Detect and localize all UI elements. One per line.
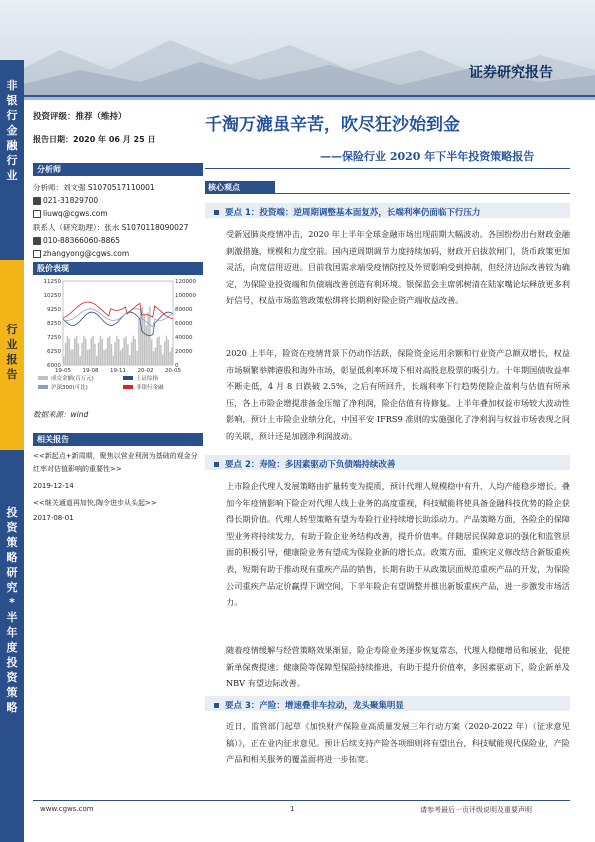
volume-bar bbox=[138, 319, 139, 365]
legend-swatch bbox=[123, 376, 133, 380]
great-wall-illustration bbox=[0, 20, 595, 100]
y-left-tick: 11250 bbox=[43, 279, 61, 285]
y-right-tick: 0 bbox=[175, 363, 179, 369]
volume-bar bbox=[92, 336, 93, 365]
volume-bar bbox=[63, 357, 64, 365]
rating: 投资评级：推荐（维持） bbox=[33, 112, 127, 122]
volume-bar bbox=[67, 336, 68, 365]
volume-bar bbox=[109, 336, 110, 365]
sidebar-industry-label: 非 银 行 金 融 行 业 bbox=[6, 79, 18, 182]
point-1-para-a: 受新冠肺炎疫情冲击，2020 年上半年全球金融市场出现前期大幅波动。各国纷纷出台财政金融刺激措施，规模和力度空前。国内逆周期调节力度持续加码，财政开启拔款闸门，货币政策更加灵活，向宽信用迈进。目前我国需求端受疫情防控及外贸影响受到抑制，但经济边际改善较为确定，为保险业投资端和负债端改善创造有利环境。银保监会主席郭树清在陆家嘴论坛释放更多利好信号，权益市场监管政策松绑将长期利好险企资产端收益改善。 bbox=[226, 229, 570, 306]
point-2-para-a: 上市险企代理人发展策略由扩量转变为提质，预计代理人规模稳中有升、人均产能稳步增长。叠加今年疫情影响下险企对代理人线上业务的高度重视，科技赋能将使具备金融科技优势的险企获得长期价值。代理人转型策略有望为寿险行业持续增长助添动力。产品策略方面，各险企的保障型业务将持续发力，有助于险企业务结构改善，提升价值率。伴随居民保障意识的强化和监管层面的积极引导，健康险业务有望成为保险业新的增长点。政策方面，重疾定义修改结合新版重疾表，短期有助于推动现有重疾产品的销售，长期有助于从政策层面规范重疾产品的开发，为保险公司重疾产品定价赢得下调空间，下半年险企有望调整并推出新版重疾产品，进一步激发市场活力。 bbox=[226, 481, 570, 608]
legend-swatch bbox=[38, 385, 48, 389]
volume-bar bbox=[162, 354, 163, 365]
volume-bar bbox=[89, 349, 90, 365]
y-right-tick: 40000 bbox=[175, 335, 193, 341]
legend-label: 成交金额(百万元) bbox=[51, 376, 94, 382]
volume-bar bbox=[114, 342, 115, 365]
main-title: 千淘万漉虽辛苦，吹尽狂沙始到金 bbox=[205, 115, 460, 135]
legend-swatch bbox=[38, 376, 48, 380]
x-tick: 19-11 bbox=[110, 368, 126, 374]
report-date: 报告日期：2020 年 06 月 25 日 bbox=[33, 135, 156, 144]
bullet-square-icon bbox=[214, 210, 219, 215]
volume-bar bbox=[169, 352, 170, 365]
core-views-label: 核心观点 bbox=[205, 181, 275, 194]
contact: 联系人（研究助理）：张水 S1070118090027 bbox=[33, 223, 189, 232]
x-tick: 19-05 bbox=[55, 368, 71, 374]
sidebar-strategy-label: 投 资 策 略 研 究 * 半 年 度 投 资 策 略 bbox=[6, 506, 18, 714]
stock-performance-chart bbox=[33, 273, 203, 398]
phone-1: 021-31829700 bbox=[33, 196, 203, 205]
email-icon bbox=[33, 250, 41, 258]
volume-bar bbox=[107, 338, 108, 365]
point-3-para-a: 近日，监管部门起草《加快财产保险业高质量发展三年行动方案（2020-2022 年）（征求意见稿）》，正在业内征求意见。预计后续支持产险各项细则将有望出台，科技赋能现代保险业，产险产品和相关服务的覆盖面将进一步拓宽。 bbox=[226, 721, 570, 765]
email-icon bbox=[33, 210, 41, 218]
volume-bar bbox=[168, 340, 169, 365]
volume-bar bbox=[155, 348, 156, 365]
volume-bar bbox=[120, 351, 121, 365]
y-right-tick: 120000 bbox=[175, 279, 196, 285]
volume-bar bbox=[102, 339, 103, 365]
related-report-1[interactable]: <<新起点+新周期，聚焦以营业利润为基础的观金分红率对估值影响的重要性>> bbox=[33, 452, 198, 473]
volume-bar bbox=[76, 336, 77, 365]
volume-bar bbox=[135, 339, 136, 365]
volume-bar bbox=[85, 339, 86, 365]
volume-bar bbox=[151, 339, 152, 365]
core-views-divider bbox=[205, 193, 570, 194]
volume-bar bbox=[125, 336, 126, 365]
volume-bar bbox=[146, 325, 147, 365]
volume-bar bbox=[153, 351, 154, 365]
point-2-para-b: 随着疫情缓解与经营策略效果渐显，险企寿险业务逐步恢复常态，代理人稳健增员和展业，促使新单保费提速；健康险等保障型保险持续推进，有助于提升价值率，多因素驱动下，险企新单及 NBV 有望边际改善。 bbox=[226, 645, 570, 689]
legend-label: 沪深300(可比) bbox=[51, 385, 88, 391]
volume-bar bbox=[122, 348, 123, 365]
y-right-tick: 20000 bbox=[175, 349, 193, 355]
y-right-tick: 80000 bbox=[175, 307, 193, 313]
bullet-square-icon bbox=[214, 462, 219, 467]
y-right-tick: 100000 bbox=[175, 293, 196, 299]
report-type-title: 证券研究报告 bbox=[469, 65, 553, 81]
volume-bar bbox=[158, 336, 159, 365]
sidebar-report-label: 行 业 报 告 bbox=[6, 323, 18, 381]
volume-bar bbox=[105, 349, 106, 365]
related-section-head: 相关报告 bbox=[33, 433, 203, 446]
volume-bar bbox=[111, 344, 112, 365]
x-tick: 20-02 bbox=[137, 368, 154, 374]
email-1[interactable]: liuwq@cgws.com bbox=[33, 209, 203, 218]
email-2[interactable]: zhangyong@cgws.com bbox=[33, 249, 203, 258]
related-report-1-date: 2019-12-14 bbox=[33, 482, 74, 490]
analyst-section-head: 分析师 bbox=[33, 163, 203, 176]
analyst-1: 分析师：刘文强 S1070517110001 bbox=[33, 183, 155, 192]
volume-bar bbox=[147, 312, 148, 365]
volume-bar bbox=[69, 338, 70, 365]
bullet-square-icon bbox=[214, 703, 219, 708]
volume-bar bbox=[78, 343, 79, 365]
y-left-tick: 7250 bbox=[47, 335, 61, 341]
volume-bar bbox=[96, 356, 97, 365]
volume-bar bbox=[144, 315, 145, 365]
related-report-2-date: 2017-08-01 bbox=[33, 514, 74, 522]
volume-bar bbox=[65, 343, 66, 365]
header-divider bbox=[0, 95, 595, 97]
y-right-tick: 60000 bbox=[175, 321, 193, 327]
volume-bar bbox=[171, 347, 172, 365]
volume-bar bbox=[87, 350, 88, 365]
sub-title: ——保险行业 2020 年下半年投资策略报告 bbox=[320, 150, 535, 163]
volume-bar bbox=[74, 338, 75, 365]
legend-label: 非银行金融 bbox=[136, 385, 164, 391]
volume-bar bbox=[164, 342, 165, 365]
volume-bar bbox=[113, 356, 114, 365]
volume-bar bbox=[118, 339, 119, 365]
chart-section-head: 股价表现 bbox=[33, 262, 203, 275]
volume-bar bbox=[136, 351, 137, 365]
footer-disclaimer: 请参考最后一页评级说明及重要声明 bbox=[420, 806, 532, 814]
volume-bar bbox=[70, 350, 71, 365]
point-2-heading: 要点 2：寿险：多因素驱动下负债端持续改善 bbox=[214, 458, 570, 470]
x-tick: 20-05 bbox=[165, 368, 181, 374]
chart-source: 数据来源：wind bbox=[33, 410, 89, 419]
footer-divider bbox=[33, 800, 570, 801]
point-1-heading: 要点 1：投资端：逆周期调整基本面复苏，长端利率仍面临下行压力 bbox=[214, 206, 570, 218]
phone-icon bbox=[33, 237, 41, 245]
volume-bar bbox=[124, 338, 125, 365]
volume-bar bbox=[94, 344, 95, 365]
volume-bar bbox=[142, 307, 143, 365]
point-3-heading: 要点 3：产险：增速叠非车拉动，龙头聚集明显 bbox=[214, 699, 570, 711]
phone-icon bbox=[33, 197, 41, 205]
footer-website[interactable]: www.cgws.com bbox=[40, 805, 94, 813]
volume-bar bbox=[160, 345, 161, 365]
legend-label: 上证综指 bbox=[136, 376, 159, 382]
title-divider bbox=[205, 168, 570, 169]
volume-bar bbox=[80, 356, 81, 365]
legend-swatch bbox=[123, 385, 133, 389]
y-left-tick: 6000 bbox=[47, 363, 61, 369]
phone-2: 010-88366060-8865 bbox=[33, 236, 203, 245]
volume-bar bbox=[72, 349, 73, 365]
volume-bar bbox=[129, 355, 130, 365]
y-left-tick: 8250 bbox=[47, 321, 61, 327]
volume-bar bbox=[166, 336, 167, 365]
volume-bar bbox=[127, 344, 128, 365]
page-number: 1 bbox=[290, 805, 295, 813]
related-report-2[interactable]: <<继关通道再加快,陶令进步从头起>> bbox=[33, 499, 157, 507]
volume-bar bbox=[131, 342, 132, 365]
volume-bar bbox=[103, 350, 104, 365]
y-left-tick: 10250 bbox=[43, 293, 61, 299]
volume-bar bbox=[81, 343, 82, 365]
volume-bar bbox=[91, 338, 92, 365]
x-tick: 19-08 bbox=[82, 368, 99, 374]
volume-bar bbox=[133, 336, 134, 365]
volume-bar bbox=[98, 343, 99, 365]
point-1-para-b: 2020 上半年，险资在疫情背景下仍动作活跃，保险资金运用余额和行业资产总额双增长，权益市场频繁举牌港股和海外市场，彰显低利率环境下相对高股息股票的吸引力。十年期国债收益率不断走低，4 月 8 日跌破 2.5%，之后有所回升，长端利率下行趋势使险企盈利与估值有所承压，各上市险企增提准备金压缩了净利润，险企估值有待修复。上半年叠加权益市场较大波动性影响，预计上市险企业绩分化，中国平安 IFRS9 准则的实施强化了净利润与权益市场表现之间的关联，预计还是加剧净利润波动。 bbox=[226, 348, 570, 441]
volume-bar bbox=[157, 337, 158, 365]
volume-bar bbox=[83, 336, 84, 365]
volume-bar bbox=[116, 336, 117, 365]
y-left-tick: 6250 bbox=[47, 349, 61, 355]
volume-bar bbox=[100, 336, 101, 365]
y-left-tick: 9250 bbox=[47, 307, 61, 313]
